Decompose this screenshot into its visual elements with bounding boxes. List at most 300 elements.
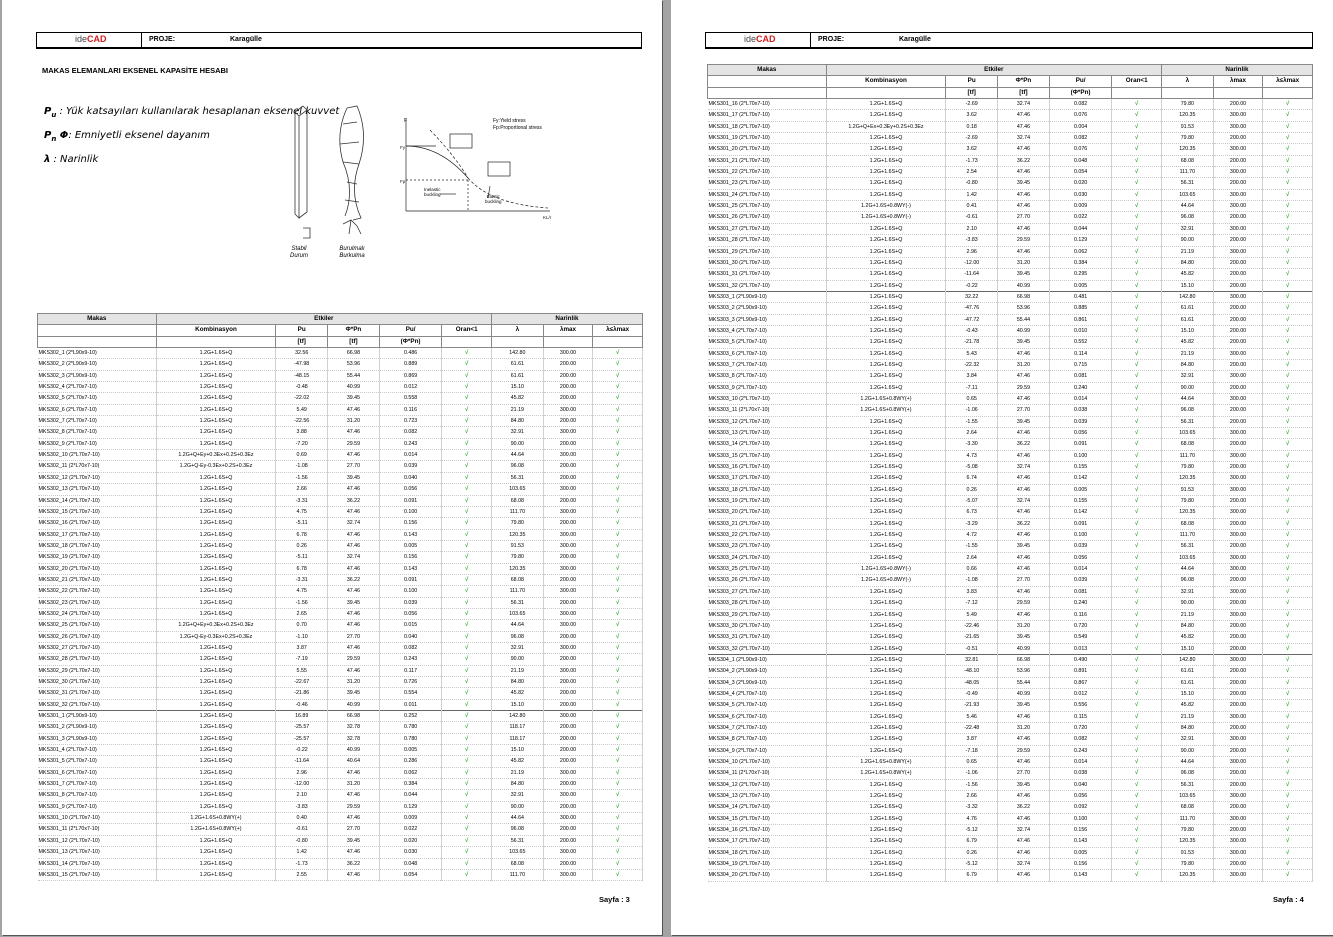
ratio-check: √ — [442, 847, 492, 858]
combination: 1.2G+1.6S+Q — [826, 269, 946, 280]
slenderness-check: √ — [593, 495, 643, 506]
lmax-value: 300.00 — [1213, 564, 1263, 575]
lmax-value: 200.00 — [1213, 620, 1263, 631]
member-name: MKS303_7 (2*L70x7-10) — [708, 359, 827, 370]
page-header — [36, 32, 642, 48]
lmax-value: 200.00 — [1213, 825, 1263, 836]
phipn-value: 27.70 — [998, 212, 1050, 223]
table-row — [38, 733, 643, 744]
ratio-check: √ — [442, 711, 492, 722]
member-name: MKS302_32 (2*L70x7-10) — [38, 699, 157, 710]
ratio-check: √ — [442, 688, 492, 699]
table-row — [38, 608, 643, 619]
lmax-value: 200.00 — [543, 416, 593, 427]
pu-value: -3.83 — [276, 801, 328, 812]
ratio-check: √ — [442, 767, 492, 778]
pu-value: 0.65 — [946, 756, 998, 767]
table-row — [38, 677, 643, 688]
member-name: MKS302_15 (2*L70x7-10) — [38, 506, 157, 517]
combination: 1.2G+1.6S+Q — [826, 144, 946, 155]
lmax-value: 200.00 — [543, 370, 593, 381]
table-row — [708, 530, 1313, 541]
member-name: MKS304_16 (2*L70x7-10) — [708, 825, 827, 836]
lmax-value: 200.00 — [543, 495, 593, 506]
ratio-value: 0.038 — [1049, 768, 1112, 779]
lambda-value: 15.10 — [491, 745, 543, 756]
lmax-value: 300.00 — [543, 427, 593, 438]
slenderness-check: √ — [593, 518, 643, 529]
slenderness-check: √ — [1263, 711, 1313, 722]
lambda-value: 15.10 — [491, 699, 543, 710]
slenderness-check: √ — [593, 620, 643, 631]
ratio-value: 0.022 — [379, 824, 442, 835]
lambda-value: 45.82 — [491, 688, 543, 699]
member-name: MKS302_25 (2*L70x7-10) — [38, 620, 157, 631]
ratio-check: √ — [442, 506, 492, 517]
combination: 1.2G+1.6S+Q — [156, 586, 276, 597]
member-name: MKS302_24 (2*L70x7-10) — [38, 608, 157, 619]
pu-value: -7.18 — [946, 745, 998, 756]
table-row — [708, 632, 1313, 643]
member-name: MKS301_30 (2*L70x7-10) — [708, 257, 827, 268]
slenderness-check: √ — [593, 370, 643, 381]
lmax-value: 200.00 — [543, 552, 593, 563]
slenderness-check: √ — [593, 450, 643, 461]
lmax-value: 200.00 — [1213, 269, 1263, 280]
ratio-value: 0.869 — [379, 370, 442, 381]
phipn-value: 47.46 — [328, 450, 380, 461]
table-row — [708, 280, 1313, 291]
lambda-value: 45.82 — [491, 756, 543, 767]
lambda-value: 32.91 — [491, 790, 543, 801]
combination: 1.2G+1.6S+Q — [826, 325, 946, 336]
member-name: MKS301_5 (2*L70x7-10) — [38, 756, 157, 767]
slenderness-check: √ — [1263, 779, 1313, 790]
slenderness-check: √ — [1263, 121, 1313, 132]
col-etkiler: Etkiler — [826, 65, 1161, 76]
lambda-value: 32.91 — [491, 642, 543, 653]
phipn-value: 32.74 — [998, 859, 1050, 870]
lambda-value: 21.19 — [491, 767, 543, 778]
lambda-value: 84.80 — [1161, 722, 1213, 733]
table-row — [38, 779, 643, 790]
lambda-value: 90.00 — [1161, 235, 1213, 246]
ratio-check: √ — [1112, 847, 1162, 858]
lmax-value: 200.00 — [543, 858, 593, 869]
slenderness-check: √ — [1263, 178, 1313, 189]
combination: 1.2G+1.6S+Q — [156, 665, 276, 676]
member-name: MKS303_16 (2*L70x7-10) — [708, 462, 827, 473]
ratio-value: 0.243 — [379, 438, 442, 449]
member-name: MKS301_29 (2*L70x7-10) — [708, 246, 827, 257]
table-row — [708, 496, 1313, 507]
lambda-value: 120.35 — [1161, 110, 1213, 121]
lambda-value: 68.08 — [1161, 439, 1213, 450]
lambda-value: 120.35 — [491, 563, 543, 574]
slenderness-check: √ — [1263, 167, 1313, 178]
ratio-value: 0.082 — [1049, 133, 1112, 144]
pu-value: -1.56 — [276, 472, 328, 483]
table-row — [708, 133, 1313, 144]
slenderness-check: √ — [1263, 575, 1313, 586]
lmax-value: 300.00 — [1213, 484, 1263, 495]
lambda-value: 15.10 — [491, 382, 543, 393]
member-name: MKS303_11 (2*L70x7-10) — [708, 405, 827, 416]
pu-value: -1.73 — [276, 858, 328, 869]
phipn-value: 29.59 — [998, 382, 1050, 393]
ratio-value: 0.015 — [379, 620, 442, 631]
ratio-value: 0.014 — [379, 450, 442, 461]
lambda-value: 44.64 — [1161, 564, 1213, 575]
phipn-value: 47.46 — [998, 167, 1050, 178]
lambda-value: 32.91 — [1161, 223, 1213, 234]
ratio-check: √ — [442, 597, 492, 608]
ratio-value: 0.014 — [1049, 756, 1112, 767]
pu-value: -11.64 — [946, 269, 998, 280]
combination: 1.2G+1.6S+Q — [156, 608, 276, 619]
phipn-value: 40.99 — [328, 699, 380, 710]
member-name: MKS303_14 (2*L70x7-10) — [708, 439, 827, 450]
col-oran: Oran<1 — [1112, 76, 1162, 87]
slenderness-check: √ — [1263, 189, 1313, 200]
lambda-value: 68.08 — [491, 858, 543, 869]
combination: 1.2G+1.6S+Q — [826, 711, 946, 722]
lmax-value: 200.00 — [543, 756, 593, 767]
member-name: MKS301_27 (2*L70x7-10) — [708, 223, 827, 234]
lmax-value: 200.00 — [1213, 632, 1263, 643]
phipn-value: 47.46 — [998, 428, 1050, 439]
slenderness-check: √ — [593, 506, 643, 517]
page-title: MAKAS ELEMANLARI EKSENEL KAPASİTE HESABI — [42, 66, 228, 75]
combination: 1.2G+1.6S+Q — [826, 791, 946, 802]
ratio-value: 0.116 — [1049, 609, 1112, 620]
combination: 1.2G+1.6S+Q — [156, 779, 276, 790]
phipn-value: 39.45 — [328, 472, 380, 483]
pu-value: -47.72 — [946, 314, 998, 325]
pu-value: -47.98 — [276, 359, 328, 370]
member-name: MKS303_18 (2*L70x7-10) — [708, 484, 827, 495]
slenderness-check: √ — [1263, 564, 1313, 575]
slenderness-check: √ — [1263, 745, 1313, 756]
member-name: MKS304_17 (2*L70x7-10) — [708, 836, 827, 847]
lmax-value: 300.00 — [543, 540, 593, 551]
ratio-check: √ — [1112, 802, 1162, 813]
phipn-value: 31.20 — [328, 416, 380, 427]
member-name: MKS303_6 (2*L70x7-10) — [708, 348, 827, 359]
ratio-value: 0.554 — [379, 688, 442, 699]
pu-value: 2.64 — [946, 428, 998, 439]
phipn-value: 47.46 — [328, 813, 380, 824]
phipn-value: 55.44 — [328, 370, 380, 381]
combination: 1.2G+1.6S+Q — [826, 484, 946, 495]
pu-value: -21.93 — [946, 700, 998, 711]
lmax-value: 200.00 — [1213, 768, 1263, 779]
table-row — [38, 540, 643, 551]
slenderness-check: √ — [593, 756, 643, 767]
ratio-check: √ — [442, 529, 492, 540]
slenderness-check: √ — [1263, 586, 1313, 597]
slenderness-check: √ — [1263, 677, 1313, 688]
phipn-value: 47.46 — [998, 586, 1050, 597]
table-row — [38, 563, 643, 574]
pu-value: 5.46 — [946, 711, 998, 722]
ratio-value: 0.004 — [1049, 121, 1112, 132]
phipn-value: 31.20 — [998, 722, 1050, 733]
table-row — [708, 201, 1313, 212]
phipn-value: 40.99 — [998, 325, 1050, 336]
phipn-value: 39.45 — [328, 597, 380, 608]
slenderness-check: √ — [1263, 246, 1313, 257]
pu-value: 5.43 — [946, 348, 998, 359]
combination: 1.2G+1.6S+Q — [826, 337, 946, 348]
member-name: MKS304_3 (2*L90x9-10) — [708, 677, 827, 688]
ratio-check: √ — [1112, 303, 1162, 314]
pu-value: 2.64 — [946, 552, 998, 563]
lmax-value: 200.00 — [1213, 598, 1263, 609]
pu-value: -1.06 — [946, 405, 998, 416]
table-row — [38, 416, 643, 427]
member-name: MKS303_31 (2*L70x7-10) — [708, 632, 827, 643]
ratio-check: √ — [1112, 688, 1162, 699]
pu-value: 0.26 — [946, 847, 998, 858]
combination: 1.2G+1.6S+Q — [826, 257, 946, 268]
ratio-value: 0.100 — [1049, 530, 1112, 541]
phipn-value: 47.46 — [998, 144, 1050, 155]
member-name: MKS301_2 (2*L90x9-10) — [38, 722, 157, 733]
combination: 1.2G+1.6S+Q — [826, 643, 946, 654]
ratio-value: 0.038 — [1049, 405, 1112, 416]
ratio-value: 0.056 — [379, 608, 442, 619]
ratio-check: √ — [442, 722, 492, 733]
slenderness-check: √ — [1263, 530, 1313, 541]
slenderness-check: √ — [1263, 813, 1313, 824]
table-row — [708, 428, 1313, 439]
lmax-value: 300.00 — [1213, 813, 1263, 824]
ratio-check: √ — [442, 835, 492, 846]
table-row — [708, 212, 1313, 223]
ratio-check: √ — [1112, 575, 1162, 586]
member-name: MKS302_10 (2*L70x7-10) — [38, 450, 157, 461]
ratio-value: 0.885 — [1049, 303, 1112, 314]
phipn-value: 39.45 — [328, 835, 380, 846]
capacity-table-right — [707, 64, 1313, 882]
ratio-check: √ — [442, 745, 492, 756]
phipn-value: 55.44 — [998, 314, 1050, 325]
lambda-value: 79.80 — [1161, 825, 1213, 836]
phipn-value: 29.59 — [328, 654, 380, 665]
phipn-value: 47.46 — [328, 529, 380, 540]
phipn-value: 53.96 — [998, 666, 1050, 677]
unit-pu: [tf] — [946, 87, 998, 98]
lambda-value: 79.80 — [491, 552, 543, 563]
ratio-value: 0.040 — [1049, 779, 1112, 790]
lambda-value: 61.61 — [491, 359, 543, 370]
ratio-check: √ — [442, 699, 492, 710]
combination: 1.2G+1.6S+Q — [156, 699, 276, 710]
combination: 1.2G+1.6S+Q — [826, 779, 946, 790]
pu-value: 3.62 — [946, 144, 998, 155]
phipn-value: 32.74 — [998, 825, 1050, 836]
phipn-value: 32.74 — [998, 133, 1050, 144]
member-name: MKS302_22 (2*L70x7-10) — [38, 586, 157, 597]
pu-value: -2.69 — [946, 133, 998, 144]
slenderness-check: √ — [1263, 428, 1313, 439]
ratio-value: 0.861 — [1049, 314, 1112, 325]
slenderness-check: √ — [593, 348, 643, 359]
lmax-value: 200.00 — [1213, 643, 1263, 654]
member-name: MKS304_6 (2*L70x7-10) — [708, 711, 827, 722]
combination: 1.2G+Q+Ey+0.3Ex+0.2S+0.3Ez — [156, 450, 276, 461]
phipn-value: 47.46 — [998, 711, 1050, 722]
combination: 1.2G+1.6S+Q — [826, 110, 946, 121]
combination: 1.2G+1.6S+Q — [826, 802, 946, 813]
table-row — [708, 711, 1313, 722]
slenderness-check: √ — [593, 642, 643, 653]
phipn-value: 47.46 — [998, 121, 1050, 132]
pu-value: -5.08 — [946, 462, 998, 473]
lmax-value: 300.00 — [1213, 450, 1263, 461]
ratio-check: √ — [442, 586, 492, 597]
slenderness-check: √ — [1263, 700, 1313, 711]
lmax-value: 200.00 — [543, 688, 593, 699]
page-3 — [2, 0, 662, 935]
pu-value: -7.19 — [276, 654, 328, 665]
combination: 1.2G+1.6S+0.8WY(-) — [826, 201, 946, 212]
table-row — [38, 586, 643, 597]
table-row — [708, 586, 1313, 597]
pu-value: 2.10 — [276, 790, 328, 801]
table-row — [708, 99, 1313, 110]
lmax-value: 300.00 — [543, 586, 593, 597]
lambda-value: 91.53 — [491, 540, 543, 551]
ratio-check: √ — [1112, 654, 1162, 665]
phipn-value: 27.70 — [998, 768, 1050, 779]
lmax-value: 200.00 — [543, 699, 593, 710]
lambda-value: 118.17 — [491, 722, 543, 733]
ratio-value: 0.076 — [1049, 110, 1112, 121]
pu-value: 5.55 — [276, 665, 328, 676]
lambda-value: 111.70 — [1161, 530, 1213, 541]
combination: 1.2G+1.6S+Q — [156, 574, 276, 585]
slenderness-check: √ — [1263, 688, 1313, 699]
lmax-value: 300.00 — [1213, 371, 1263, 382]
table-row — [708, 654, 1313, 665]
ratio-check: √ — [442, 665, 492, 676]
phipn-value: 47.46 — [328, 847, 380, 858]
member-name: MKS304_5 (2*L70x7-10) — [708, 700, 827, 711]
combination: 1.2G+1.6S+Q — [826, 223, 946, 234]
ratio-value: 0.286 — [379, 756, 442, 767]
table-row — [708, 303, 1313, 314]
ratio-value: 0.115 — [1049, 711, 1112, 722]
unit-phipn: [tf] — [328, 336, 380, 347]
pu-value: -5.11 — [276, 518, 328, 529]
lmax-value: 200.00 — [543, 677, 593, 688]
combination: 1.2G+1.6S+Q — [156, 711, 276, 722]
pu-value: -22.48 — [946, 722, 998, 733]
member-name: MKS301_20 (2*L70x7-10) — [708, 144, 827, 155]
lmax-value: 200.00 — [1213, 178, 1263, 189]
pu-value: -11.64 — [276, 756, 328, 767]
pu-value: -22.02 — [276, 393, 328, 404]
ratio-value: 0.723 — [379, 416, 442, 427]
combination: 1.2G+1.6S+Q — [156, 393, 276, 404]
ratio-value: 0.780 — [379, 733, 442, 744]
ratio-value: 0.295 — [1049, 269, 1112, 280]
pu-value: -21.86 — [276, 688, 328, 699]
lambda-value: 56.31 — [1161, 541, 1213, 552]
lmax-value: 200.00 — [1213, 496, 1263, 507]
lambda-value: 21.19 — [1161, 348, 1213, 359]
lmax-value: 200.00 — [1213, 382, 1263, 393]
phipn-value: 39.45 — [998, 779, 1050, 790]
ratio-check: √ — [442, 416, 492, 427]
slenderness-check: √ — [593, 359, 643, 370]
phipn-value: 47.46 — [998, 348, 1050, 359]
slenderness-check: √ — [1263, 359, 1313, 370]
pu-value: 0.26 — [276, 540, 328, 551]
ratio-check: √ — [442, 631, 492, 642]
pu-value: 4.75 — [276, 506, 328, 517]
pu-value: -5.07 — [946, 496, 998, 507]
lambda-value: 103.65 — [1161, 791, 1213, 802]
pu-value: 5.49 — [946, 609, 998, 620]
phipn-value: 39.45 — [998, 700, 1050, 711]
pu-value: 32.22 — [946, 291, 998, 302]
pu-value: -2.69 — [946, 99, 998, 110]
slenderness-check: √ — [1263, 280, 1313, 291]
slenderness-check: √ — [593, 869, 643, 880]
table-row — [38, 756, 643, 767]
ratio-value: 0.091 — [1049, 518, 1112, 529]
slenderness-check: √ — [1263, 133, 1313, 144]
slenderness-check: √ — [593, 677, 643, 688]
unit-ratio: (Φ*Pn) — [379, 336, 442, 347]
table-row — [38, 574, 643, 585]
member-name: MKS303_5 (2*L70x7-10) — [708, 337, 827, 348]
lambda-value: 45.82 — [1161, 632, 1213, 643]
lambda-value: 68.08 — [1161, 802, 1213, 813]
combination: 1.2G+1.6S+Q — [826, 836, 946, 847]
lmax-value: 300.00 — [1213, 144, 1263, 155]
member-name: MKS303_15 (2*L70x7-10) — [708, 450, 827, 461]
ratio-value: 0.040 — [379, 472, 442, 483]
member-name: MKS301_21 (2*L70x7-10) — [708, 155, 827, 166]
ratio-value: 0.156 — [379, 552, 442, 563]
ratio-value: 0.155 — [1049, 462, 1112, 473]
table-row — [708, 484, 1313, 495]
phipn-value: 39.45 — [328, 688, 380, 699]
combination: 1.2G+1.6S+Q — [826, 666, 946, 677]
ratio-check: √ — [1112, 507, 1162, 518]
phipn-value: 47.46 — [328, 586, 380, 597]
combination: 1.2G+1.6S+Q — [826, 496, 946, 507]
pu-value: -12.00 — [946, 257, 998, 268]
pu-value: 4.73 — [946, 450, 998, 461]
col-lcheck: λ≤λmax — [1263, 76, 1313, 87]
phipn-value: 27.70 — [328, 824, 380, 835]
lmax-value: 300.00 — [543, 484, 593, 495]
table-row — [708, 643, 1313, 654]
pu-value: 2.96 — [946, 246, 998, 257]
combination: 1.2G+1.6S+Q — [826, 450, 946, 461]
phipn-value: 47.46 — [328, 790, 380, 801]
pu-value: -3.30 — [946, 439, 998, 450]
lmax-value: 300.00 — [1213, 586, 1263, 597]
lambda-value: 90.00 — [491, 801, 543, 812]
col-lambda: λ — [1161, 76, 1213, 87]
ratio-value: 0.552 — [1049, 337, 1112, 348]
